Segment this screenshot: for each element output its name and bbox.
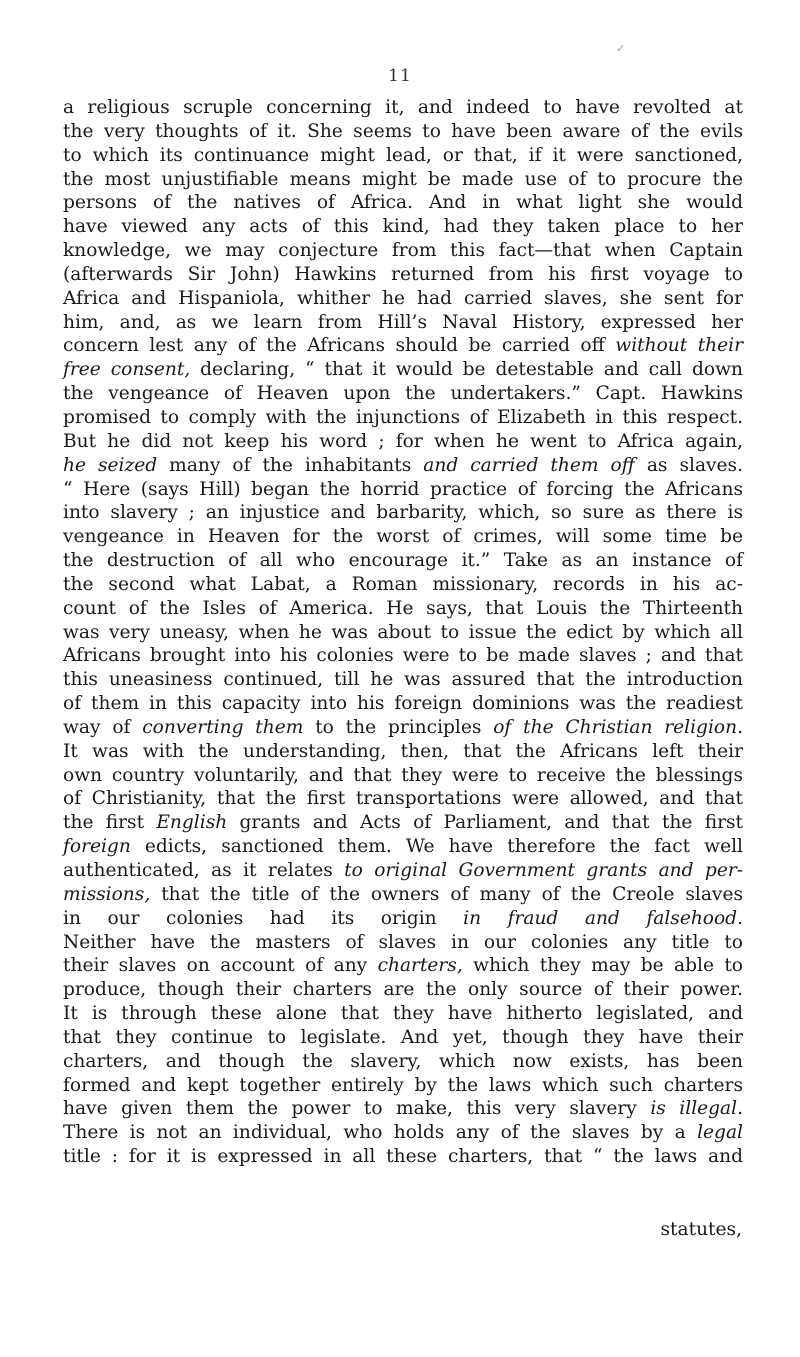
italic-text: foreign — [63, 836, 131, 858]
text-run: (afterwards Sir John) Hawkins returned from his first voyage to — [63, 263, 743, 285]
text-run: the most unjustifiable means might be made use of to procure the — [63, 168, 743, 190]
text-line — [63, 787, 743, 811]
text-run: their slaves on account of any — [63, 955, 378, 977]
text-run: authenticated, as it relates — [63, 860, 345, 881]
text-run: There is not an individual, who holds any of the slaves by a — [63, 1122, 698, 1144]
text-run: the first — [63, 812, 157, 834]
italic-text: missions, — [63, 883, 151, 905]
text-line — [63, 144, 743, 168]
text-line — [63, 215, 743, 239]
text-run: have given them the power to make, this very slavery — [63, 1098, 651, 1120]
text-line — [63, 1121, 743, 1145]
text-line — [63, 573, 743, 597]
text-run: produce, though their charters are the only source of their power. — [63, 979, 743, 1001]
text-line — [63, 1097, 743, 1121]
text-line — [63, 1074, 743, 1098]
text-run: Neither have the masters of slaves in our colonies any title to — [63, 931, 743, 953]
text-line — [63, 1050, 743, 1074]
text-line — [63, 621, 743, 645]
text-run: edicts, sanctioned them. We have therefore the fact well — [130, 836, 743, 858]
text-line — [63, 358, 743, 382]
text-run: was very uneasy, when he was about to issue the edict by which all — [63, 621, 743, 643]
body-text — [63, 96, 743, 1169]
text-line — [63, 549, 743, 573]
text-run: have viewed any acts of this kind, had they taken place to her — [63, 216, 743, 238]
text-line — [63, 263, 743, 287]
text-run: him, and, as we learn from Hill’s Naval History, expressed her — [63, 311, 743, 333]
italic-text: is illegal. — [650, 1098, 743, 1120]
italic-text: and carried them off — [423, 454, 635, 476]
text-run: persons of the natives of Africa. And in what light she would — [63, 192, 743, 214]
text-run: of them in this capacity into his foreign dominions was the readiest — [63, 693, 743, 715]
text-run: formed and kept together entirely by the laws which such charters — [63, 1074, 743, 1096]
text-run: promised to comply with the injunctions of Elizabeth in this respect. — [63, 406, 743, 428]
text-run: which they may be able to — [462, 955, 743, 977]
text-line — [63, 1145, 743, 1169]
text-run: in our colonies had its origin — [63, 907, 464, 929]
text-line — [63, 764, 743, 788]
text-run: concern lest any of the Africans should be carried off — [63, 335, 616, 357]
text-line — [63, 191, 743, 215]
text-run: the vengeance of Heaven upon the undertakers.” Capt. Hawkins — [63, 383, 743, 405]
text-line — [63, 597, 743, 621]
text-run: declaring, “ that it would be detestable and call down — [190, 359, 743, 381]
text-run: the destruction of all who encourage it.” Take as an instance of — [63, 550, 743, 572]
text-line — [63, 287, 743, 311]
italic-text: of the Christian religion. — [493, 716, 743, 738]
italic-text: charters, — [377, 955, 463, 977]
text-run: charters, and though the slavery, which now exists, has been — [63, 1050, 743, 1072]
text-run: It was with the understanding, then, that the Africans left their — [63, 740, 743, 762]
text-line — [63, 334, 743, 358]
text-line — [63, 96, 743, 120]
text-line — [63, 883, 743, 907]
text-line — [63, 430, 743, 454]
italic-text: without their — [615, 335, 743, 357]
text-line — [63, 859, 743, 883]
text-line — [63, 478, 743, 502]
text-line — [63, 668, 743, 692]
text-run: many of the inhabitants — [157, 454, 424, 476]
text-line — [63, 525, 743, 549]
text-run: the very thoughts of it. She seems to have been aware of the evils — [63, 120, 743, 142]
text-run: to the principles — [303, 716, 494, 738]
text-line — [63, 835, 743, 859]
text-run: to which its continuance might lead, or that, if it were sanctioned, — [63, 144, 743, 166]
text-line — [63, 382, 743, 406]
italic-text: English — [156, 812, 228, 834]
text-line — [63, 311, 743, 335]
text-run: vengeance in Heaven for the worst of crimes, will some time be — [63, 526, 743, 548]
text-line — [63, 978, 743, 1002]
text-line — [63, 120, 743, 144]
text-run: It is through these alone that they have hitherto legislated, and — [63, 1003, 743, 1025]
text-run: Africans brought into his colonies were to be made slaves ; and that — [63, 645, 743, 667]
text-run: that the title of the owners of many of the Creole slaves — [150, 883, 743, 905]
text-run: But he did not keep his word ; for when he went to Africa again, — [63, 430, 743, 452]
text-run: way of — [63, 716, 143, 738]
italic-text: he seized — [63, 454, 158, 476]
text-line — [63, 406, 743, 430]
italic-text: to original Government grants and per- — [344, 860, 743, 881]
text-line — [63, 239, 743, 263]
text-line — [63, 168, 743, 192]
text-run: as slaves. — [634, 454, 744, 476]
text-run: count of the Isles of America. He says, that Louis the Thirteenth — [63, 597, 743, 619]
text-line — [63, 644, 743, 668]
text-run: “ Here (says Hill) began the horrid practice of forcing the Africans — [63, 478, 743, 500]
italic-text: in fraud and falsehood. — [463, 907, 743, 929]
text-line — [63, 1002, 743, 1026]
text-run: the second what Labat, a Roman missionary, records in his ac- — [63, 573, 743, 595]
text-line — [63, 907, 743, 931]
text-run: into slavery ; an injustice and barbarity, which, so sure as there is — [63, 502, 743, 524]
text-run: title : for it is expressed in all these charters, that “ the laws and — [63, 1146, 743, 1168]
text-run: that they continue to legislate. And yet, though they have their — [63, 1026, 743, 1048]
text-run: of Christianity, that the first transportations were allowed, and that — [63, 788, 743, 810]
text-line — [63, 931, 743, 955]
text-line — [63, 811, 743, 835]
text-run: this uneasiness continued, till he was assured that the introduction — [63, 669, 743, 691]
text-line — [63, 954, 743, 978]
text-line — [63, 1026, 743, 1050]
text-line — [63, 454, 743, 478]
text-run: grants and Acts of Parliament, and that the first — [227, 812, 743, 834]
text-run: own country voluntarily, and that they were to receive the blessings — [63, 764, 743, 786]
text-run: Africa and Hispaniola, whither he had carried slaves, she sent for — [63, 287, 743, 309]
pencil-mark: ✓ — [616, 42, 626, 55]
text-line — [63, 501, 743, 525]
text-line — [63, 716, 743, 740]
italic-text: free consent, — [63, 359, 191, 381]
text-line — [63, 740, 743, 764]
text-run: a religious scruple concerning it, and indeed to have revolted at — [63, 97, 743, 118]
italic-text: legal — [697, 1122, 743, 1144]
catchword: statutes, — [660, 1219, 742, 1240]
italic-text: converting them — [142, 716, 304, 738]
page-number: 11 — [388, 66, 412, 86]
text-line — [63, 692, 743, 716]
text-run: knowledge, we may conjecture from this fact—that when Captain — [63, 240, 743, 262]
